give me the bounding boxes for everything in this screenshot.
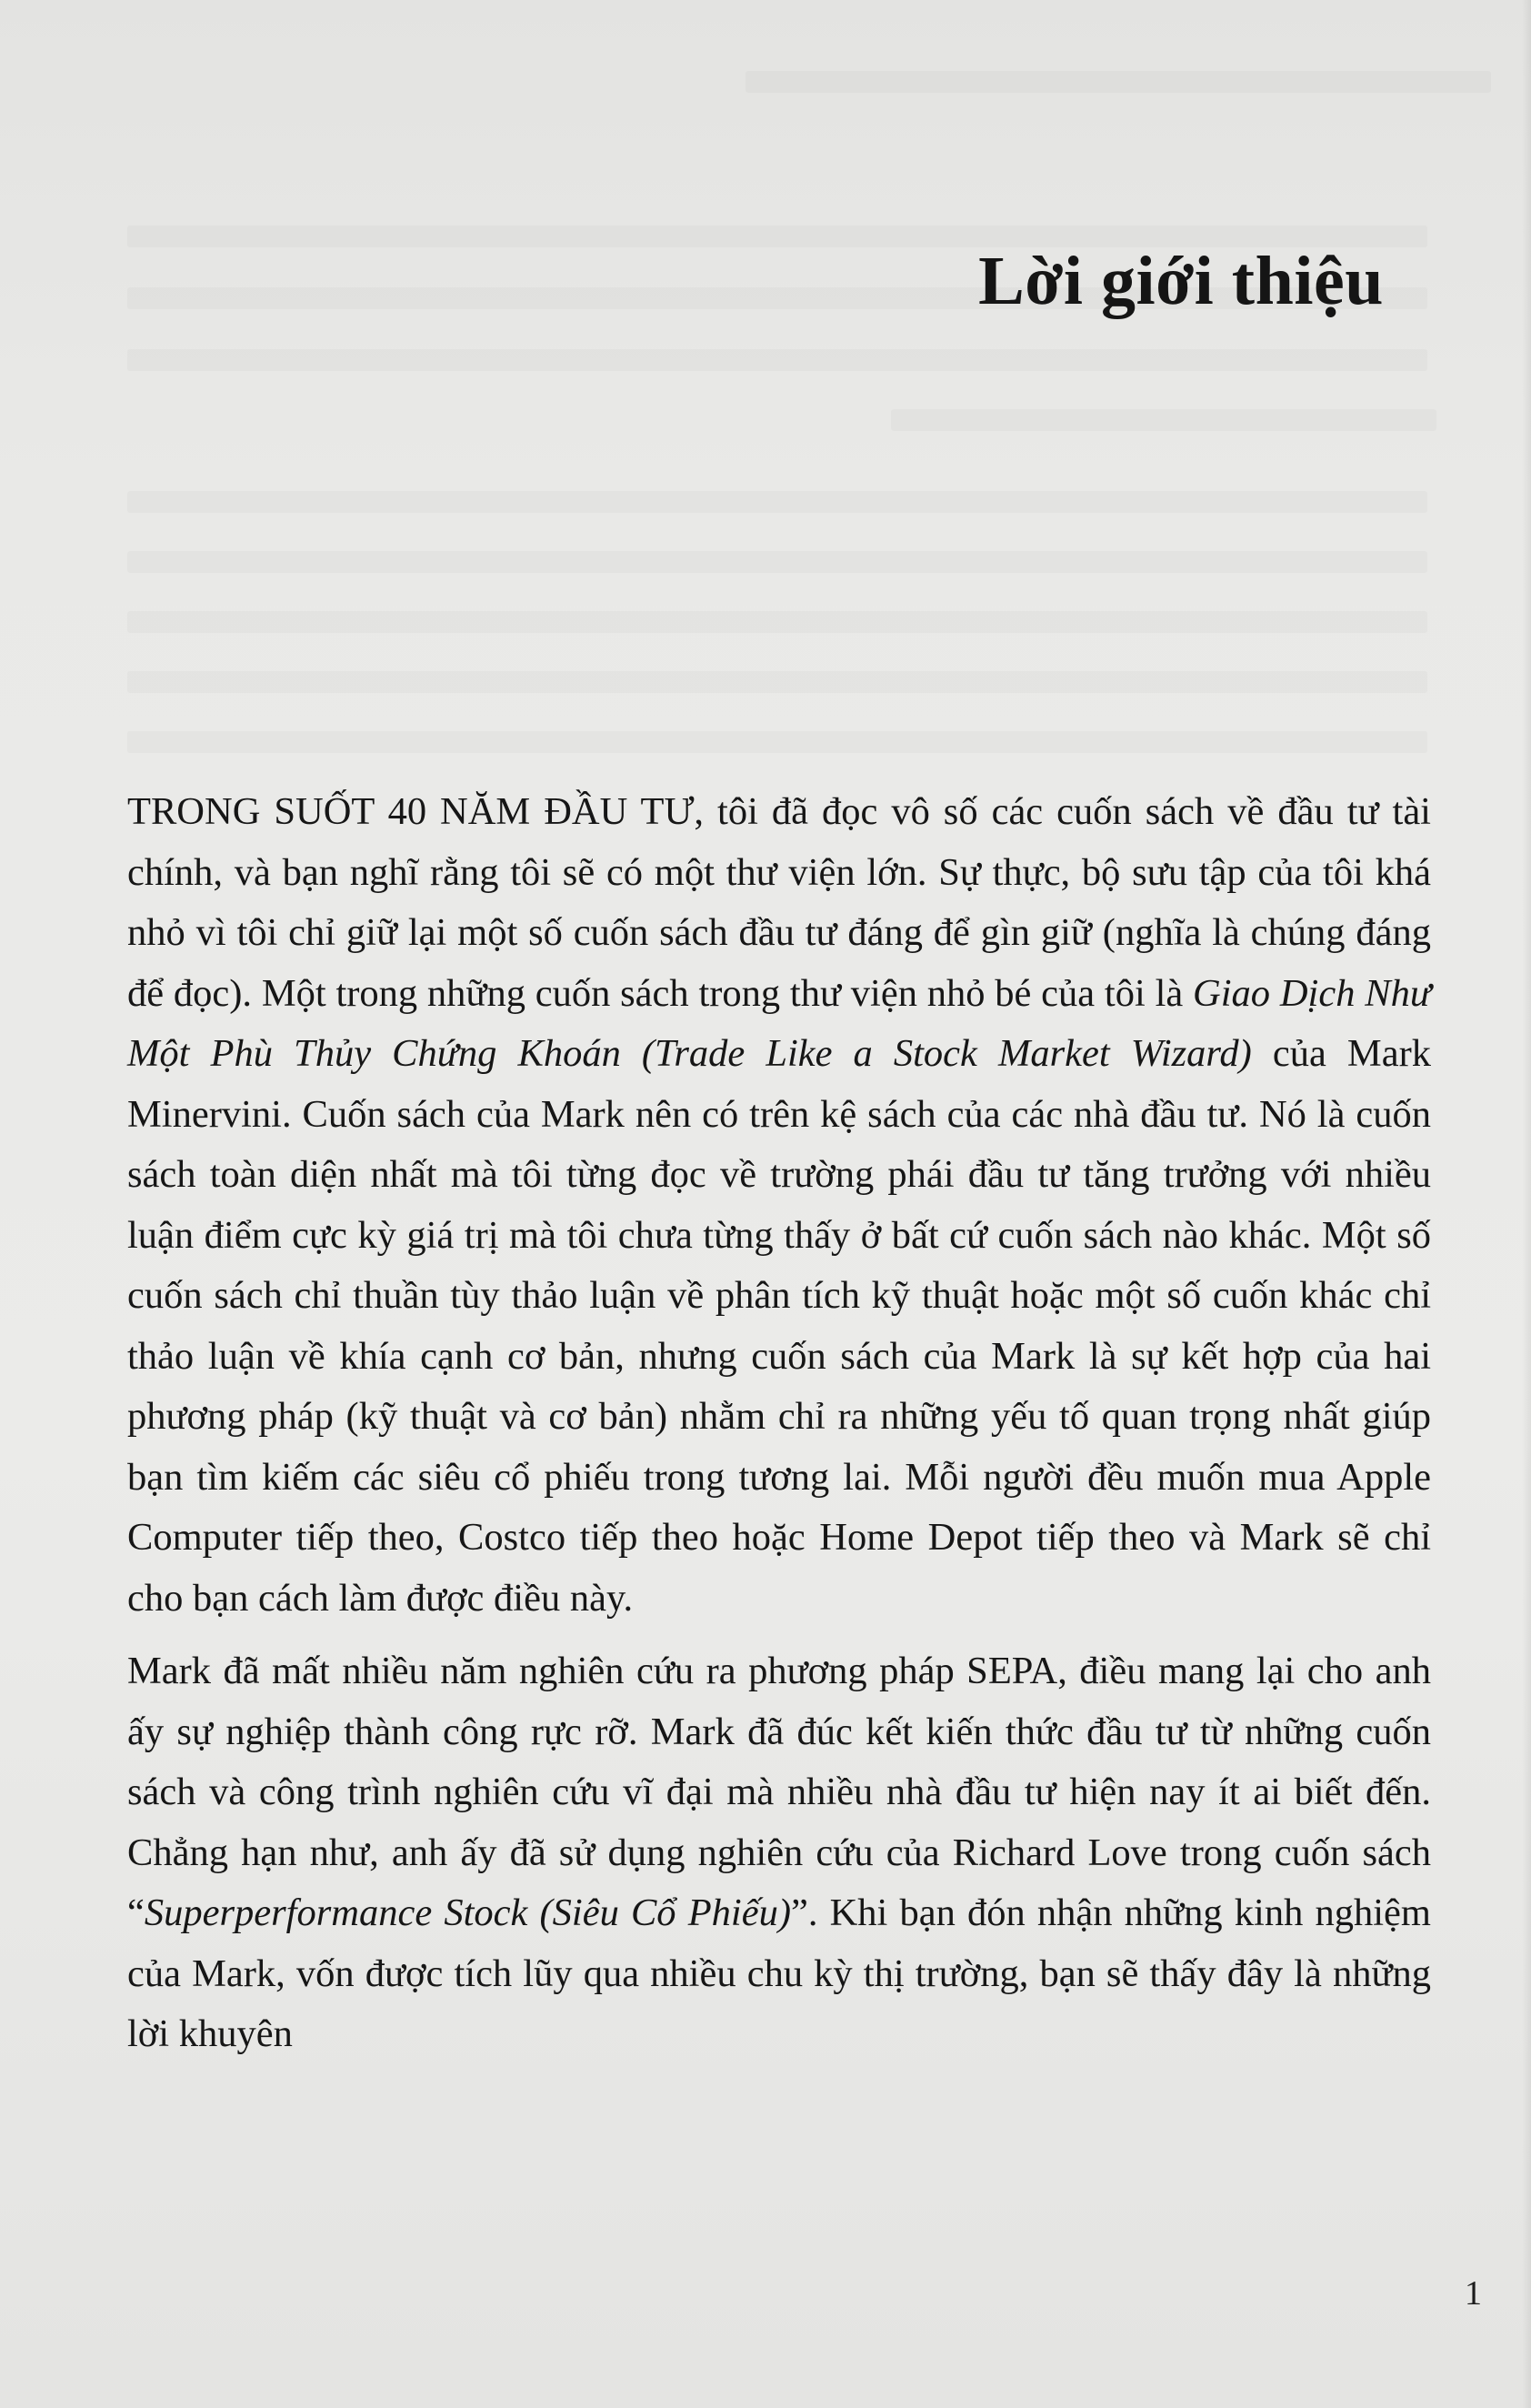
- show-through-line: [127, 551, 1427, 573]
- body-text: [127, 782, 1431, 2078]
- show-through-line: [891, 409, 1436, 431]
- book-title-italic: Giao Dịch Như Một Phù Thủy Chứng Khoán (Trade Like a Stock Market Wizard): [127, 971, 1431, 1075]
- chapter-title: Lời giới thiệu: [978, 243, 1384, 319]
- page-number: 1: [1465, 2274, 1482, 2313]
- show-through-line: [127, 671, 1427, 693]
- show-through-line: [127, 491, 1427, 513]
- paragraph-text: ”. Khi bạn đón nhận những kinh nghiệm của Mark, vốn được tích lũy qua nhiều chu kỳ thị trường, bạn sẽ thấy đây là những lời khuyên: [127, 1891, 1431, 2055]
- paragraph-sepa: [127, 1641, 1431, 2065]
- paragraph-text: TRONG SUỐT 40 NĂM ĐẦU TƯ, tôi đã đọc vô số các cuốn sách về đầu tư tài chính, và bạn nghĩ rằng tôi sẽ có một thư viện lớn. Sự thực, bộ sưu tập của tôi khá nhỏ vì tôi chỉ giữ lại một số cuốn sách đầu tư đáng để gìn giữ (nghĩa là chúng đáng để đọc). Một trong những cuốn sách trong thư viện nhỏ bé của tôi là: [127, 790, 1431, 1015]
- paragraph-intro: [127, 782, 1431, 1629]
- show-through-line: [127, 611, 1427, 633]
- book-title-italic: Superperformance Stock (Siêu Cổ Phiếu): [144, 1891, 791, 1934]
- paragraph-text: của Mark Minervini. Cuốn sách của Mark nên có trên kệ sách của các nhà đầu tư. Nó là cuốn sách toàn diện nhất mà tôi từng đọc về trường phái đầu tư tăng trưởng với nhiều luận điểm cực kỳ giá trị mà tôi chưa từng thấy ở bất cứ cuốn sách nào khác. Một số cuốn sách chỉ thuần tùy thảo luận về phân tích kỹ thuật hoặc một số cuốn khác chỉ thảo luận về khía cạnh cơ bản, nhưng cuốn sách của Mark là sự kết hợp của hai phương pháp (kỹ thuật và cơ bản) nhằm chỉ ra những yếu tố quan trọng nhất giúp bạn tìm kiếm các siêu cổ phiếu trong tương lai. Mỗi người đều muốn mua Apple Computer tiếp theo, Costco tiếp theo hoặc Home Depot tiếp theo và Mark sẽ chỉ cho bạn cách làm được điều này.: [127, 1032, 1431, 1620]
- show-through-line: [127, 731, 1427, 753]
- page-edge-shadow: [1522, 0, 1531, 2408]
- paragraph-text: Mark đã mất nhiều năm nghiên cứu ra phương pháp SEPA, điều mang lại cho anh ấy sự nghiệp thành công rực rỡ. Mark đã đúc kết kiến thức đầu tư từ những cuốn sách và công trình nghiên cứu vĩ đại mà nhiều nhà đầu tư hiện nay ít ai biết đến. Chẳng hạn như, anh ấy đã sử dụng nghiên cứu của Richard Love trong cuốn sách “: [127, 1650, 1431, 1934]
- show-through-line: [127, 349, 1427, 371]
- show-through-line: [745, 71, 1491, 93]
